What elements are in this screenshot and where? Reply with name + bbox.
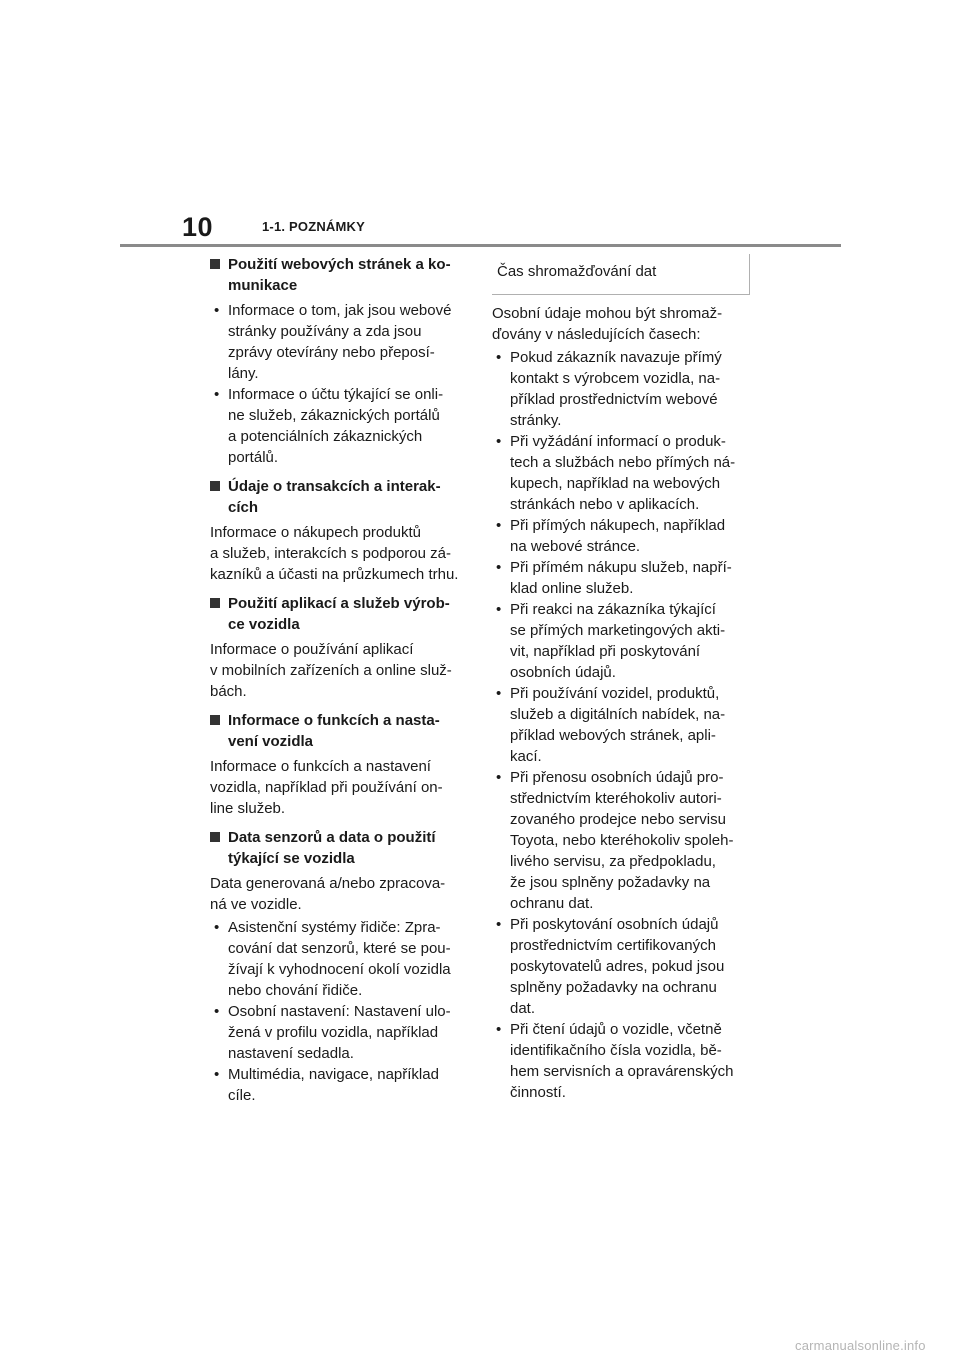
section-paragraph: Data generovaná a/nebo zpracova- ná ve vozidle. bbox=[210, 875, 446, 913]
bullet-marker: • bbox=[496, 685, 502, 702]
left-column bbox=[210, 254, 472, 1114]
section-heading bbox=[210, 254, 472, 296]
square-bullet-icon bbox=[210, 259, 220, 269]
bullet-marker: • bbox=[496, 769, 502, 786]
bullet-item bbox=[492, 557, 754, 599]
square-bullet-icon bbox=[210, 598, 220, 608]
section-box-title: Čas shromažďování dat bbox=[492, 254, 750, 295]
square-bullet-icon bbox=[210, 832, 220, 842]
section bbox=[210, 827, 472, 1106]
bullet-marker: • bbox=[214, 919, 220, 936]
bullet-item bbox=[492, 683, 754, 767]
section-heading bbox=[210, 710, 472, 752]
bullet-item bbox=[492, 431, 754, 515]
bullet-text: Při vyžádání informací o produk- tech a službách nebo přímých ná- kupech, například na webových stránkách nebo v aplikacích. bbox=[510, 433, 736, 513]
section-paragraph: Informace o funkcích a nastavení vozidla, například při používání on- line služeb. bbox=[210, 758, 443, 817]
chapter-title: 1-1. POZNÁMKY bbox=[262, 219, 366, 234]
section bbox=[210, 254, 472, 468]
bullet-text: Při přímých nákupech, například na webové stránce. bbox=[510, 517, 726, 555]
bullet-text: Asistenční systémy řidiče: Zpra- cování dat senzorů, které se pou- žívají k vyhodnocení okolí vozidla nebo chování řidiče. bbox=[228, 919, 451, 999]
section-heading-text: Použití aplikací a služeb výrob- ce vozidla bbox=[228, 595, 450, 633]
section bbox=[210, 593, 472, 702]
square-bullet-icon bbox=[210, 715, 220, 725]
bullet-item bbox=[210, 384, 472, 468]
bullet-text: Při čtení údajů o vozidle, včetně identifikačního čísla vozidla, bě- hem servisních a opravárenských činností. bbox=[510, 1021, 734, 1101]
bullet-text: Při přímém nákupu služeb, napří- klad online služeb. bbox=[510, 559, 732, 597]
section-paragraph: Informace o nákupech produktů a služeb, interakcích s podporou zá- kazníků a účasti na průzkumech trhu. bbox=[210, 524, 459, 583]
bullet-marker: • bbox=[496, 559, 502, 576]
bullet-text: Osobní nastavení: Nastavení ulo- žená v profilu vozidla, například nastavení sedadla. bbox=[228, 1003, 451, 1062]
bullet-item bbox=[210, 300, 472, 384]
bullet-marker: • bbox=[496, 601, 502, 618]
bullet-marker: • bbox=[496, 349, 502, 366]
bullet-item bbox=[492, 599, 754, 683]
bullet-marker: • bbox=[496, 517, 502, 534]
bullet-text: Pokud zákazník navazuje přímý kontakt s výrobcem vozidla, na- příklad prostřednictvím webové stránky. bbox=[510, 349, 722, 429]
bullet-marker: • bbox=[496, 916, 502, 933]
section-heading bbox=[210, 593, 472, 635]
bullet-marker: • bbox=[496, 1021, 502, 1038]
bullet-text: Informace o účtu týkající se onli- ne služeb, zákaznických portálů a potenciálních zákaznických portálů. bbox=[228, 386, 444, 466]
section-heading-text: Informace o funkcích a nasta- vení vozidla bbox=[228, 712, 440, 750]
bullet-marker: • bbox=[214, 1066, 220, 1083]
bullet-item bbox=[492, 767, 754, 914]
bullet-item bbox=[210, 1064, 472, 1106]
collection-times-list bbox=[492, 347, 754, 1103]
section-heading bbox=[210, 827, 472, 869]
square-bullet-icon bbox=[210, 481, 220, 491]
bullet-item bbox=[210, 917, 472, 1001]
section-heading-text: Použití webových stránek a ko- munikace bbox=[228, 256, 451, 294]
section-heading-text: Data senzorů a data o použití týkající se vozidla bbox=[228, 829, 436, 867]
right-column bbox=[492, 254, 754, 1103]
bullet-marker: • bbox=[214, 1003, 220, 1020]
bullet-text: Informace o tom, jak jsou webové stránky používány a zda jsou zprávy otevírány nebo přeposí- lány. bbox=[228, 302, 452, 382]
bullet-text: Při poskytování osobních údajů prostřednictvím certifikovaných poskytovatelů adres, pokud jsou splněny požadavky na ochranu dat. bbox=[510, 916, 725, 1017]
page-number: 10 bbox=[182, 212, 214, 242]
header-divider bbox=[120, 244, 841, 247]
section bbox=[210, 476, 472, 585]
section-heading-text: Údaje o transakcích a interak- cích bbox=[228, 478, 441, 516]
section-heading bbox=[210, 476, 472, 518]
bullet-text: Při přenosu osobních údajů pro- střednictvím kteréhokoliv autori- zovaného prodejce nebo servisu Toyota, nebo kteréhokoliv spoleh- livého servisu, za předpokladu, že jsou splněny požadavky na ochranu dat. bbox=[510, 769, 734, 912]
intro-paragraph: Osobní údaje mohou být shromaž- ďovány v následujících časech: bbox=[492, 305, 723, 343]
bullet-item bbox=[492, 515, 754, 557]
bullet-item bbox=[210, 1001, 472, 1064]
bullet-text: Multimédia, navigace, například cíle. bbox=[228, 1066, 439, 1104]
bullet-marker: • bbox=[214, 302, 220, 319]
watermark-logo: carmanualsonline.info bbox=[795, 1338, 926, 1353]
bullet-item bbox=[492, 1019, 754, 1103]
section bbox=[210, 710, 472, 819]
bullet-text: Při reakci na zákazníka týkající se přímých marketingových akti- vit, například při poskytování osobních údajů. bbox=[510, 601, 726, 681]
bullet-marker: • bbox=[496, 433, 502, 450]
bullet-item bbox=[492, 347, 754, 431]
bullet-marker: • bbox=[214, 386, 220, 403]
bullet-text: Při používání vozidel, produktů, služeb a digitálních nabídek, na- příklad webových stránek, apli- kací. bbox=[510, 685, 726, 765]
section-paragraph: Informace o používání aplikací v mobilních zařízeních a online služ- bách. bbox=[210, 641, 452, 700]
bullet-item bbox=[492, 914, 754, 1019]
